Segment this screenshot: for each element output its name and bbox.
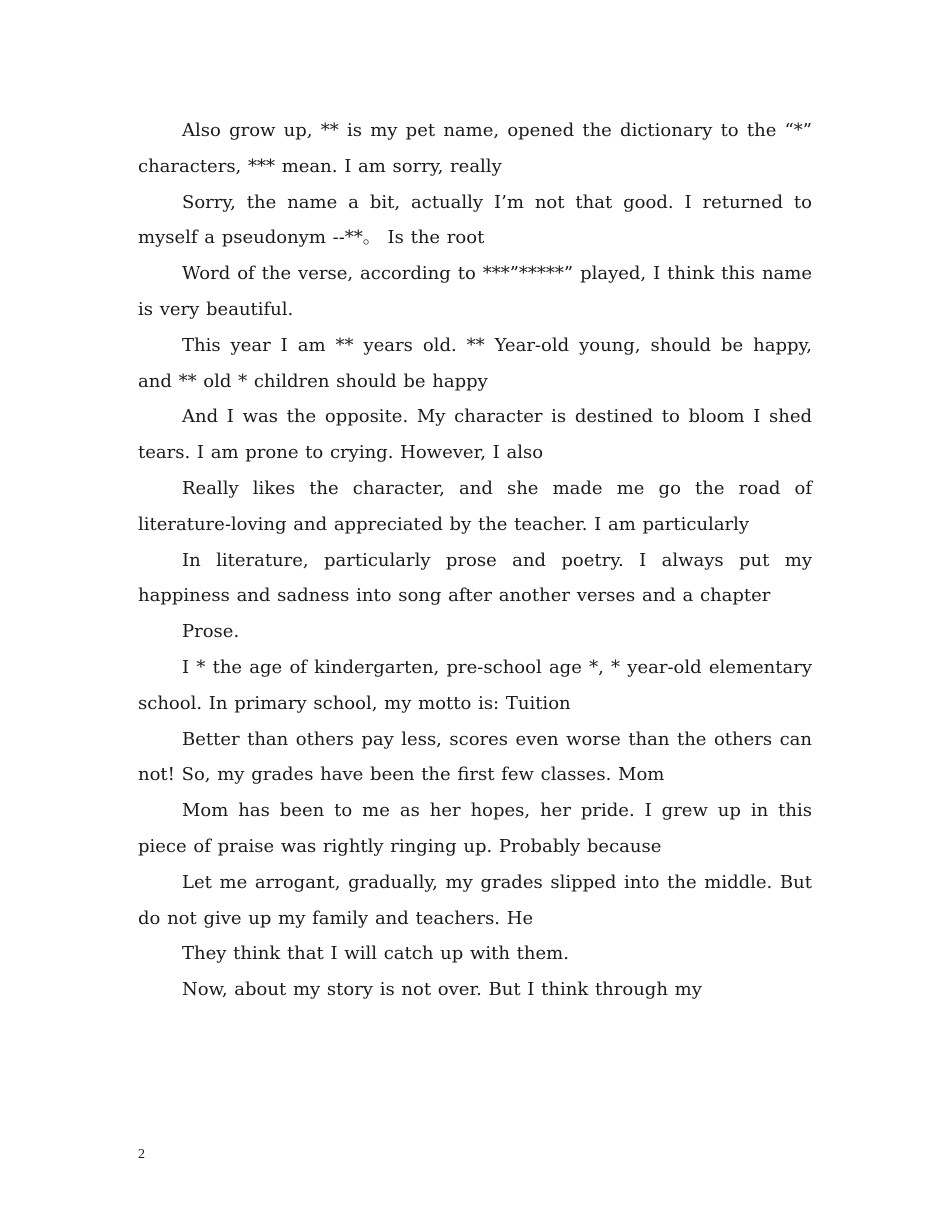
document-body <box>138 113 812 1008</box>
page-number: 2 <box>138 1147 145 1162</box>
paragraph: Really likes the character, and she made me go the road of literature-loving and appreciated by the teacher. I am particularly <box>138 477 812 535</box>
paragraph: Sorry, the name a bit, actually I’m not that good. I returned to myself a pseudonym --**。 Is the root <box>138 191 812 249</box>
paragraph: Prose. <box>182 621 240 643</box>
paragraph: Better than others pay less, scores even worse than the others can not! So, my grades have been the first few classes. Mom <box>138 728 812 786</box>
paragraph: Word of the verse, according to ***”*****” played, I think this name is very beautiful. <box>138 263 812 320</box>
paragraph: I * the age of kindergarten, pre-school age *, * year-old elementary school. In primary school, my motto is: Tuition <box>138 656 812 714</box>
paragraph: Now, about my story is not over. But I think through my <box>182 979 702 1001</box>
paragraph: This year I am ** years old. ** Year-old young, should be happy, and ** old * children should be happy <box>138 334 812 392</box>
paragraph: They think that I will catch up with them. <box>182 943 569 965</box>
paragraph: In literature, particularly prose and poetry. I always put my happiness and sadness into song after another verses and a chapter <box>138 549 812 607</box>
paragraph: Mom has been to me as her hopes, her pride. I grew up in this piece of praise was rightly ringing up. Probably because <box>138 800 812 857</box>
paragraph: Let me arrogant, gradually, my grades slipped into the middle. But do not give up my family and teachers. He <box>138 871 812 929</box>
paragraph: And I was the opposite. My character is destined to bloom I shed tears. I am prone to crying. However, I also <box>138 406 812 464</box>
paragraph: Also grow up, ** is my pet name, opened the dictionary to the “*” characters, *** mean. I am sorry, really <box>138 120 812 177</box>
